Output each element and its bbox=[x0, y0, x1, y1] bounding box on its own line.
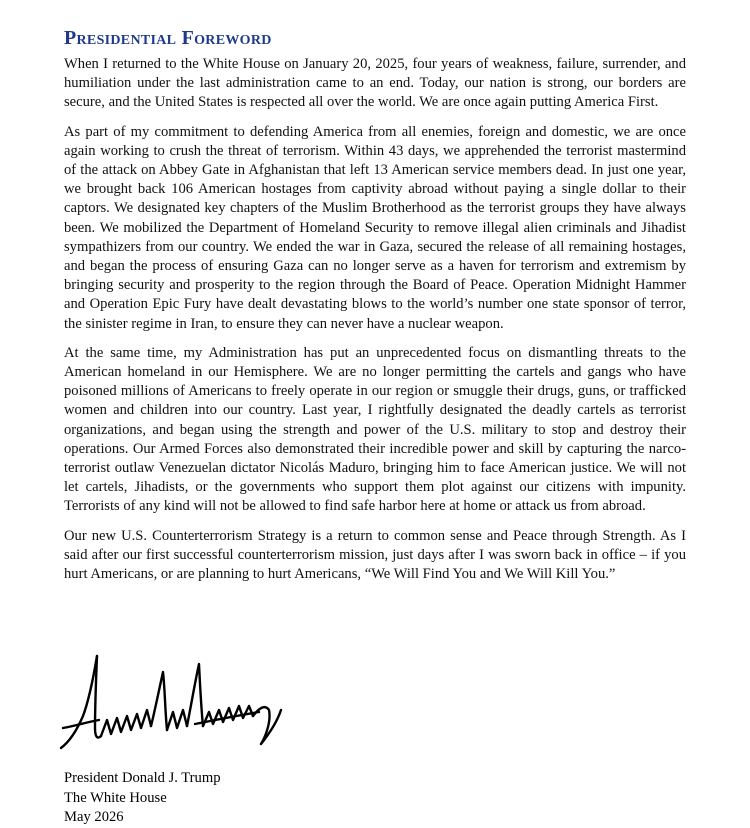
signer-office: The White House bbox=[64, 789, 167, 806]
signer-name: President Donald J. Trump bbox=[64, 770, 221, 786]
handwritten-signature bbox=[55, 650, 295, 755]
signature-block bbox=[64, 769, 221, 828]
body-paragraph-1: When I returned to the White House on January 20, 2025, four years of weakness, failure, surrender, and humiliation under the last administration came to an end. Today, our nation is strong, our borders are secure, and the United States is respected all over the world. We are once again putting America First. bbox=[64, 56, 686, 111]
page-title: Presidential Foreword bbox=[64, 27, 272, 49]
body-paragraph-4: Our new U.S. Counterterrorism Strategy is a return to common sense and Peace through Strength. As I said after our first successful counterterrorism mission, just days after I was sworn back in office – if you hurt Americans, or are planning to hurt Americans, “We Will Find You and We Will Kill You.” bbox=[64, 527, 686, 583]
body-paragraph-2: As part of my commitment to defending America from all enemies, foreign and domestic, we are once again working to crush the threat of terrorism. Within 43 days, we apprehended the terrorist mastermind of the attack on Abbey Gate in Afghanistan that left 13 American service members dead. In just one year, we brought back 106 American hostages from captivity abroad without paying a single dollar to their captors. We designated key chapters of the Muslim Brotherhood as the terrorist groups they have always been. We mobilized the Department of Homeland Security to remove illegal alien criminals and Jihadist sympathizers from our country. We ended the war in Gaza, secured the release of all remaining hostages, and began the process of ensuring Gaza can no longer serve as a haven for terrorism and extremism by bringing security and prosperity to the region through the Board of Peace. Operation Midnight Hammer and Operation Epic Fury have dealt devastating blows to the world’s number one state sponsor of terror, the sinister regime in Iran, to ensure they can never have a nuclear weapon. bbox=[64, 123, 686, 332]
body-paragraph-3: At the same time, my Administration has put an unprecedented focus on dismantling threats to the American homeland in our Hemisphere. We are no longer permitting the cartels and gangs who have poisoned millions of Americans to freely operate in our region or smuggle their drugs, guns, or trafficked women and children into our country. Last year, I rightfully designated the deadly cartels as terrorist organizations, and began using the strength and power of the U.S. military to stop and destroy their operations. Our Armed Forces also demonstrated their incredible power and skill by capturing the narco-terrorist outlaw Venezuelan dictator Nicolás Maduro, bringing him to face American justice. We will not let cartels, Jihadists, or the governments who support them plot against our citizens with impunity. Terrorists of any kind will not be allowed to find safe harbor here at home or attack us from abroad. bbox=[64, 344, 686, 515]
signature-date: May 2026 bbox=[64, 809, 124, 825]
